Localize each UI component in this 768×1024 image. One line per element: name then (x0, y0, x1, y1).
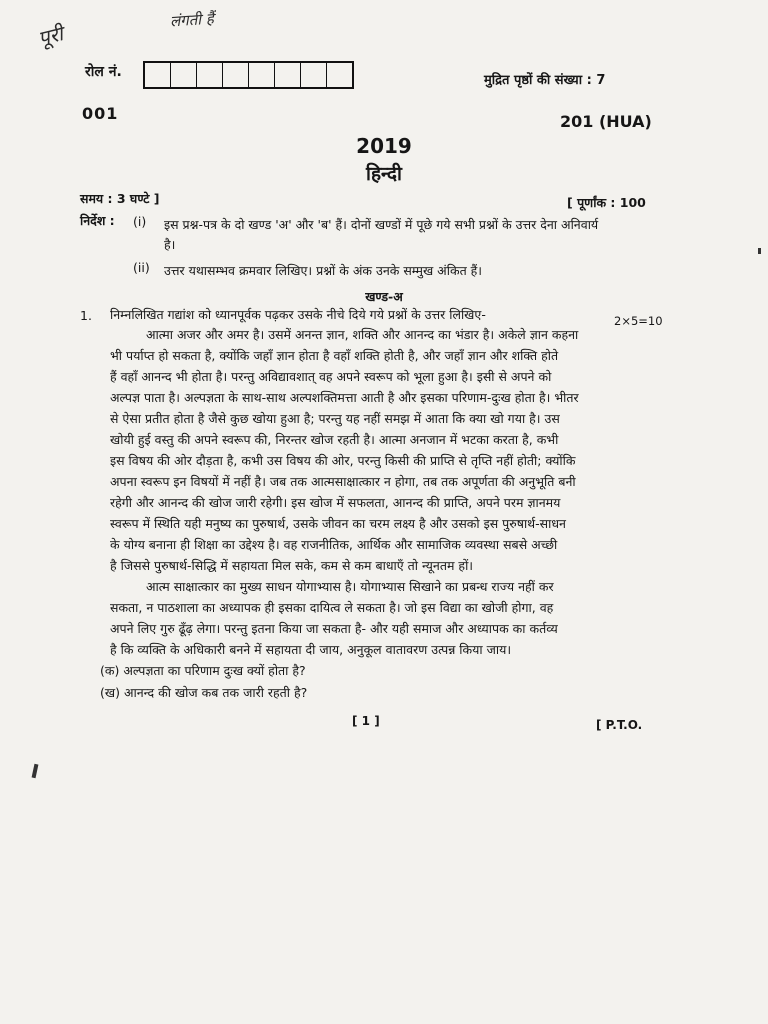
page-number: [ 1 ] (352, 714, 380, 728)
passage-line: अपना स्वरूप इन विषयों में नहीं है। जब तक आत्मसाक्षात्कार न होगा, तब तक अपूर्णता की अनुभूति बनी (110, 474, 576, 489)
instruction-text-continued: है। (164, 237, 176, 252)
paper-subject-code: 201 (HUA) (560, 112, 652, 131)
maximum-marks: [ पूर्णांक : 100 (567, 195, 646, 210)
roll-number-box (327, 63, 352, 87)
time-allowed: समय : 3 घण्टे ] (80, 191, 160, 206)
roll-number-box (197, 63, 223, 87)
question-prompt: निम्नलिखित गद्यांश को ध्यानपूर्वक पढ़कर उसके नीचे दिये गये प्रश्नों के उत्तर लिखिए- (110, 307, 486, 322)
instruction-number: (ii) (133, 260, 150, 275)
please-turn-over: [ P.T.O. (596, 718, 643, 732)
paper-serial-code: 001 (82, 104, 119, 123)
instruction-number: (i) (133, 214, 147, 229)
scan-mark (32, 764, 39, 779)
roll-number-grid (143, 61, 354, 89)
exam-year: 2019 (356, 134, 412, 158)
printed-pages-count: मुद्रित पृष्ठों की संख्या : 7 (484, 73, 606, 88)
passage-line: भी पर्याप्त हो सकता है, क्योंकि जहाँ ज्ञान होता है वहाँ शक्ति होती है, और जहाँ ज्ञान और शक्ति होते (110, 348, 559, 363)
roll-number-box (249, 63, 275, 87)
subject-title: हिन्दी (366, 163, 402, 185)
roll-number-label: रोल नं. (85, 64, 122, 80)
handwritten-note-left: पूरी (35, 21, 66, 51)
section-title: खण्ड-अ (365, 289, 403, 304)
passage-line: खोयी हुई वस्तु की अपने स्वरूप की, निरन्तर खोज रहती है। आत्मा अनजान में भटका करता है, कभी (110, 432, 559, 447)
question-number: 1. (80, 308, 92, 323)
roll-number-box (223, 63, 249, 87)
question-marks: 2×5=10 (614, 314, 663, 328)
instructions-label: निर्देश : (80, 213, 115, 228)
passage-line: है कि व्यक्ति के अधिकारी बनने में सहायता दी जाय, अनुकूल वातावरण उत्पन्न किया जाय। (110, 642, 512, 657)
passage-line: के योग्य बनाना ही शिक्षा का उद्देश्य है। वह राजनीतिक, आर्थिक और सामाजिक व्यवस्था सबसे अच्छी (110, 537, 558, 552)
passage-line: आत्मा अजर और अमर है। उसमें अनन्त ज्ञान, शक्ति और आनन्द का भंडार है। अकेले ज्ञान कहना (146, 327, 579, 342)
handwritten-note-center: लंगती हैं (169, 9, 215, 31)
passage-line: स्वरूप में स्थिति यही मनुष्य का पुरुषार्थ, उसके जीवन का चरम लक्ष्य है और उसको इस पुरुषार्थ-साधन (110, 516, 566, 531)
passage-line: अल्पज्ञ पाता है। अल्पज्ञता के साथ-साथ अल्पशक्तिमत्ता आती है और इसका परिणाम-दुःख होता है। भीतर (110, 390, 579, 405)
instruction-text: उत्तर यथासम्भव क्रमवार लिखिए। प्रश्नों के अंक उनके सम्मुख अंकित हैं। (164, 263, 483, 278)
passage-line: इस विषय की ओर दौड़ता है, कभी उस विषय की ओर, परन्तु किसी की प्राप्ति से तृप्ति नहीं होती; क्योंकि (110, 453, 576, 468)
roll-number-box (301, 63, 327, 87)
instruction-text: इस प्रश्न-पत्र के दो खण्ड 'अ' और 'ब' हैं। दोनों खण्डों में पूछे गये सभी प्रश्नों के उत्तर देना अनिवार्य (164, 217, 599, 232)
passage-line: रहेगी और आनन्द की खोज जारी रहेगी। इस खोज में सफलता, आनन्द की प्राप्ति, अपने परम ज्ञानमय (110, 495, 561, 510)
passage-line: है जिससे पुरुषार्थ-सिद्धि में सहायता मिल सके, कम से कम बाधाएँ तो न्यूनतम हों। (110, 558, 474, 573)
passage-line: आत्म साक्षात्कार का मुख्य साधन योगाभ्यास है। योगाभ्यास सिखाने का प्रबन्ध राज्य नहीं कर (146, 579, 554, 594)
scan-mark (758, 248, 761, 254)
subquestion-ka: (क) अल्पज्ञता का परिणाम दुःख क्यों होता है? (100, 663, 306, 678)
passage-line: हैं वहाँ आनन्द भी होता है। परन्तु अविद्यावशात् वह अपने स्वरूप को भूला हुआ है। इसी से अपने को (110, 369, 552, 384)
passage-line: सकता, न पाठशाला का अध्यापक ही इसका दायित्व ले सकता है। जो इस विद्या का खोजी होगा, वह (110, 600, 554, 615)
roll-number-box (171, 63, 197, 87)
roll-number-box (145, 63, 171, 87)
passage-line: अपने लिए गुरु ढूँढ़ लेगा। परन्तु इतना किया जा सकता है- और यही समाज और अध्यापक का कर्तव्य (110, 621, 558, 636)
passage-line: से ऐसा प्रतीत होता है जैसे कुछ खोया हुआ है; परन्तु यह नहीं समझ में आता कि क्या खो गया है। उस (110, 411, 560, 426)
subquestion-kha: (ख) आनन्द की खोज कब तक जारी रहती है? (100, 685, 308, 700)
roll-number-box (275, 63, 301, 87)
